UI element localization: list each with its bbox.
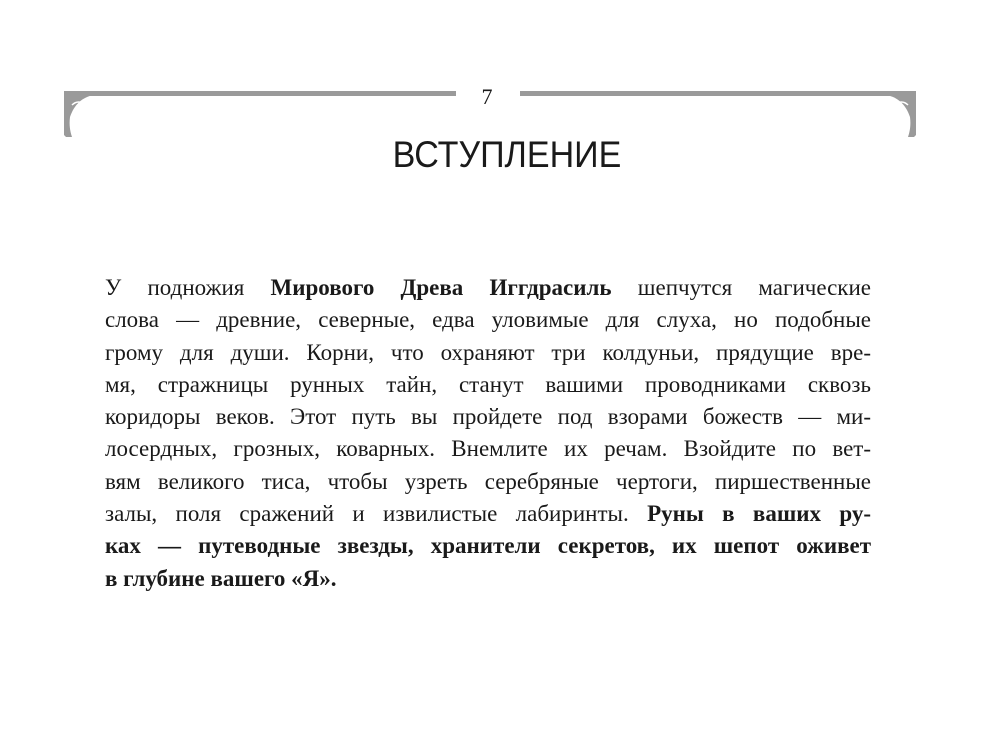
ornament-corner-left-icon <box>64 91 98 137</box>
text-line <box>105 304 871 336</box>
text-line <box>105 498 871 530</box>
text-line <box>105 466 871 498</box>
text-run: шепчутся магические <box>611 275 871 300</box>
header-rule-right <box>520 91 914 96</box>
bold-text-run: в глубине вашего «Я». <box>105 565 337 591</box>
text-run: мя, стражницы рунных тайн, станут вашими проводниками сквозь <box>105 371 871 397</box>
text-line <box>105 337 871 369</box>
text-run: залы, поля сражений и извилистые лабиринты. <box>105 501 648 527</box>
text-line <box>105 401 871 433</box>
text-run: У подножия <box>105 275 271 300</box>
body-paragraph <box>105 272 871 595</box>
text-run: вям великого тиса, чтобы узреть серебряные чертоги, пиршественные <box>105 468 871 494</box>
text-run: лосердных, грозных, коварных. Внемлите их речам. Взойдите по вет- <box>105 436 871 462</box>
bold-text-run: Руны в ваших ру- <box>647 501 871 527</box>
text-line <box>105 433 871 465</box>
text-run: коридоры веков. Этот путь вы пройдете под взорами божеств — ми- <box>105 404 871 430</box>
page-number: 7 <box>481 84 493 109</box>
ornament-corner-right-icon <box>882 91 916 137</box>
bold-text-run: Мирового Древа Иггдрасиль <box>270 275 612 300</box>
text-run: слова — древние, северные, едва уловимые для слуха, но подобные <box>105 307 871 333</box>
bold-text-run: ках — путеводные звезды, хранители секретов, их шепот оживет <box>105 533 871 559</box>
text-line <box>105 369 871 401</box>
header-rule-left <box>66 91 456 96</box>
chapter-title: ВСТУПЛЕНИЕ <box>392 134 622 175</box>
text-run: грому для души. Корни, что охраняют три колдуньи, прядущие вре- <box>105 339 871 365</box>
text-line <box>105 530 871 562</box>
text-line <box>105 272 871 304</box>
text-line <box>105 563 871 595</box>
